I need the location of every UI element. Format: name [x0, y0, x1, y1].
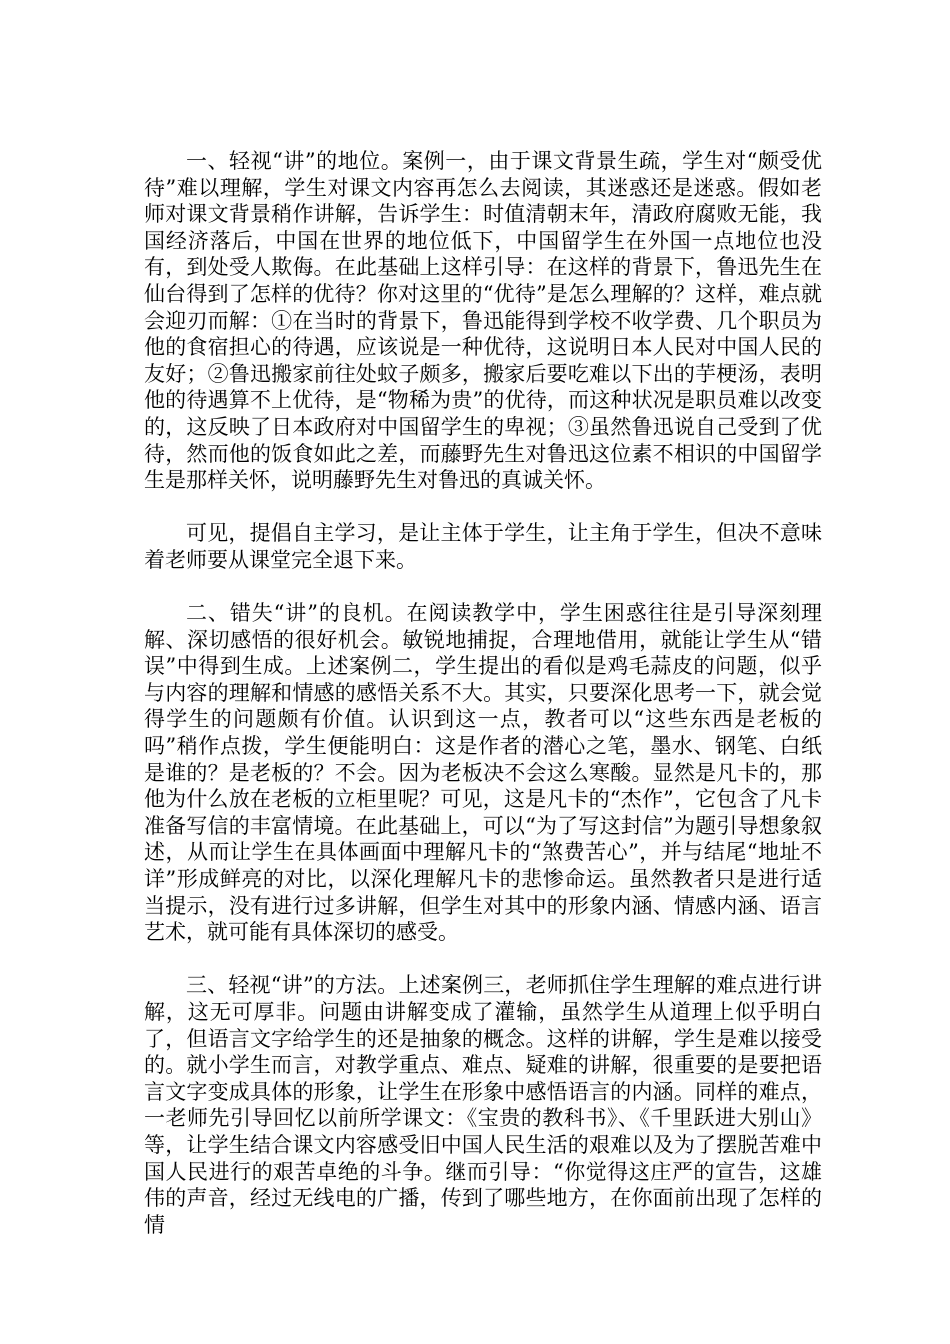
- document-body: [144, 148, 822, 1238]
- paragraph-3: 二、错失“讲”的良机。在阅读教学中，学生困惑往往是引导深刻理解、深切感悟的很好机会。敏锐地捕捉，合理地借用，就能让学生从“错误”中得到生成。上述案例二，学生提出的看似是鸡毛蒜皮的问题，似乎与内容的理解和情感的感悟关系不大。其实，只要深化思考一下，就会觉得学生的问题颇有价值。认识到这一点，教者可以“这些东西是老板的吗”稍作点拨，学生便能明白：这是作者的潜心之笔，墨水、钢笔、白纸是谁的？是老板的？不会。因为老板决不会这么寒酸。显然是凡卡的，那他为什么放在老板的立柜里呢？可见，这是凡卡的“杰作”，它包含了凡卡准备写信的丰富情境。在此基础上，可以“为了写这封信”为题引导想象叙述，从而让学生在具体画面中理解凡卡的“煞费苦心”，并与结尾“地址不详”形成鲜亮的对比，以深化理解凡卡的悲惨命运。虽然教者只是进行适当提示，没有进行过多讲解，但学生对其中的形象内涵、情感内涵、语言艺术，就可能有具体深切的感受。: [144, 601, 822, 945]
- paragraph-spacer: [144, 494, 822, 521]
- paragraph-spacer: [144, 574, 822, 601]
- paragraph-2: 可见，提倡自主学习，是让主体于学生，让主角于学生，但决不意味着老师要从课堂完全退下来。: [144, 521, 822, 572]
- paragraph-4: 三、轻视“讲”的方法。上述案例三，老师抓住学生理解的难点进行讲解，这无可厚非。问题由讲解变成了灌输，虽然学生从道理上似乎明白了，但语言文字给学生的还是抽象的概念。这样的讲解，学生是难以接受的。就小学生而言，对教学重点、难点、疑难的讲解，很重要的是要把语言文字变成具体的形象，让学生在形象中感悟语言的内涵。同样的难点，一老师先引导回忆以前所学课文：《宝贵的教科书》、《千里跃进大别山》等，让学生结合课文内容感受旧中国人民生活的艰难以及为了摆脱苦难中国人民进行的艰苦卓绝的斗争。继而引导：“你觉得这庄严的宣告，这雄伟的声音，经过无线电的广播，传到了哪些地方，在你面前出现了怎样的情: [144, 973, 822, 1237]
- paragraph-spacer: [144, 946, 822, 973]
- paragraph-1: 一、轻视“讲”的地位。案例一，由于课文背景生疏，学生对“颇受优待”难以理解，学生对课文内容再怎么去阅读，其迷惑还是迷惑。假如老师对课文背景稍作讲解，告诉学生：时值清朝末年，清政府腐败无能，我国经济落后，中国在世界的地位低下，中国留学生在外国一点地位也没有，到处受人欺侮。在此基础上这样引导：在这样的背景下，鲁迅先生在仙台得到了怎样的优待？你对这里的“优待”是怎么理解的？这样，难点就会迎刃而解：①在当时的背景下，鲁迅能得到学校不收学费、几个职员为他的食宿担心的待遇，应该说是一种优待，这说明日本人民对中国人民的友好；②鲁迅搬家前往处蚊子颇多，搬家后要吃难以下出的芋梗汤，表明他的待遇算不上优待，是“物稀为贵”的优待，而这种状况是职员难以改变的，这反映了日本政府对中国留学生的卑视；③虽然鲁迅说自己受到了优待，然而他的饭食如此之差，而藤野先生对鲁迅这位素不相识的中国留学生是那样关怀，说明藤野先生对鲁迅的真诚关怀。: [144, 149, 822, 493]
